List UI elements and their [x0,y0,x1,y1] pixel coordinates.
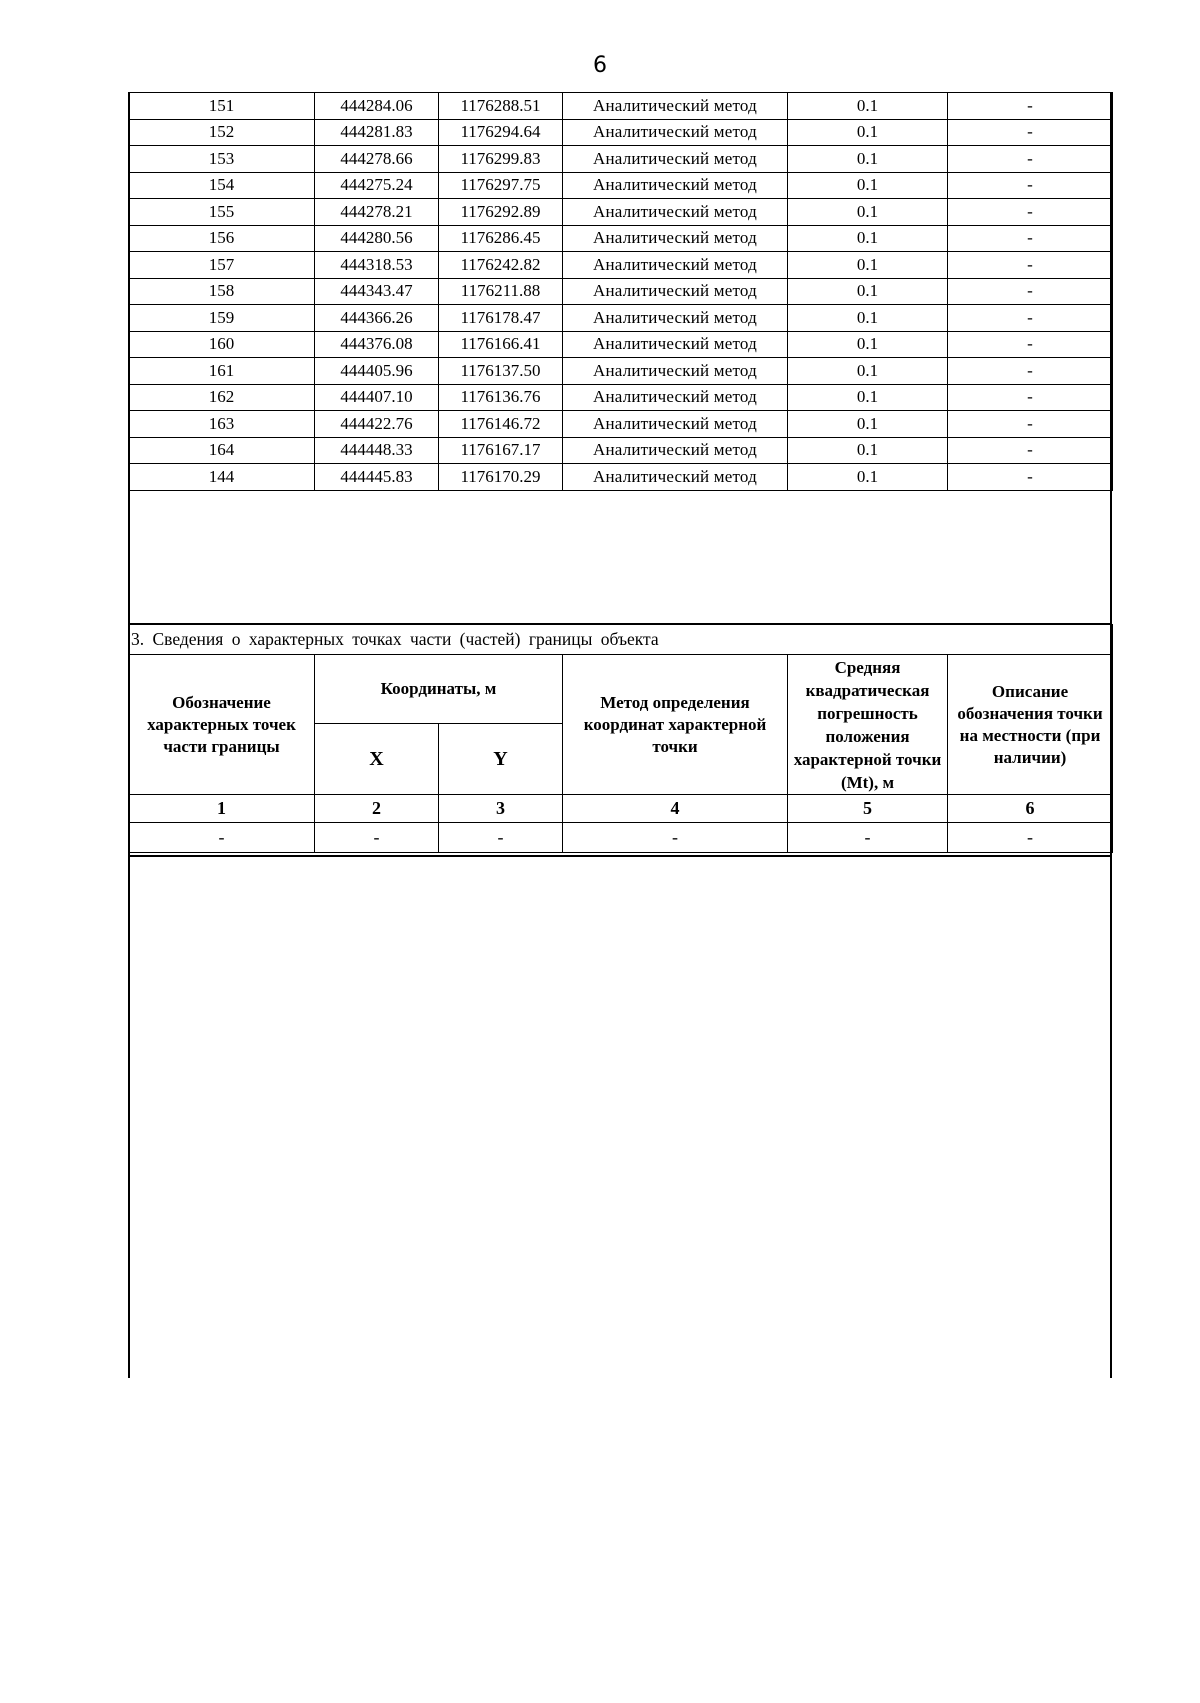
cell-point: 144 [129,464,315,491]
header-designation: Обозначение характерных точек части границы [129,655,315,795]
cell-y: 1176136.76 [439,384,563,411]
cell-x: 444278.21 [315,199,439,226]
header-mt-text: Средняя квадратическая погрешность положения характерной точки (Mt), м [793,657,942,792]
cell-description: - [948,225,1113,252]
cell-x: 444275.24 [315,172,439,199]
column-number: 2 [315,795,439,823]
cell-y: 1176288.51 [439,93,563,120]
cell-mt: 0.1 [788,384,948,411]
cell-point: 156 [129,225,315,252]
cell-y: 1176299.83 [439,146,563,173]
cell-point: 159 [129,305,315,332]
cell-method: Аналитический метод [563,358,788,385]
section3-table [128,624,1113,853]
section3-bottom-rule [128,855,1112,857]
table-row [129,146,1113,173]
cell-mt: 0.1 [788,305,948,332]
cell-point: 152 [129,119,315,146]
cell-y: 1176166.41 [439,331,563,358]
cell-mt: 0.1 [788,464,948,491]
section3-cell-x: - [315,823,439,853]
cell-y: 1176292.89 [439,199,563,226]
cell-description: - [948,331,1113,358]
table-row [129,384,1113,411]
table-row [129,358,1113,385]
cell-x: 444343.47 [315,278,439,305]
column-number: 1 [129,795,315,823]
header-method: Метод определения координат характерной точки [563,655,788,795]
table-row [129,252,1113,279]
cell-point: 164 [129,437,315,464]
cell-method: Аналитический метод [563,93,788,120]
cell-description: - [948,384,1113,411]
cell-x: 444407.10 [315,384,439,411]
cell-point: 155 [129,199,315,226]
coordinates-table-body [129,93,1113,491]
cell-mt: 0.1 [788,358,948,385]
cell-method: Аналитический метод [563,119,788,146]
table-row [129,437,1113,464]
section3-cell-y: - [439,823,563,853]
cell-y: 1176178.47 [439,305,563,332]
cell-description: - [948,305,1113,332]
cell-y: 1176294.64 [439,119,563,146]
cell-x: 444445.83 [315,464,439,491]
column-number: 3 [439,795,563,823]
cell-method: Аналитический метод [563,305,788,332]
cell-mt: 0.1 [788,331,948,358]
cell-method: Аналитический метод [563,146,788,173]
cell-description: - [948,464,1113,491]
cell-description: - [948,437,1113,464]
cell-method: Аналитический метод [563,172,788,199]
cell-x: 444376.08 [315,331,439,358]
cell-y: 1176146.72 [439,411,563,438]
section3-cell-mt: - [788,823,948,853]
cell-method: Аналитический метод [563,384,788,411]
cell-point: 158 [129,278,315,305]
section3-cell-point: - [129,823,315,853]
cell-x: 444280.56 [315,225,439,252]
cell-method: Аналитический метод [563,225,788,252]
cell-x: 444318.53 [315,252,439,279]
section3-cell-method: - [563,823,788,853]
table-row [129,172,1113,199]
cell-x: 444448.33 [315,437,439,464]
cell-method: Аналитический метод [563,437,788,464]
cell-x: 444281.83 [315,119,439,146]
section3-cell-description: - [948,823,1113,853]
empty-area [128,497,1112,624]
cell-description: - [948,172,1113,199]
cell-x: 444366.26 [315,305,439,332]
table-row [129,199,1113,226]
cell-point: 160 [129,331,315,358]
column-number: 4 [563,795,788,823]
cell-x: 444284.06 [315,93,439,120]
page-number: 6 [593,53,607,78]
cell-description: - [948,199,1113,226]
cell-y: 1176137.50 [439,358,563,385]
coordinates-table [128,92,1113,491]
cell-mt: 0.1 [788,278,948,305]
cell-mt: 0.1 [788,119,948,146]
cell-point: 157 [129,252,315,279]
cell-method: Аналитический метод [563,199,788,226]
cell-description: - [948,358,1113,385]
header-coordinates: Координаты, м [315,655,563,724]
cell-y: 1176286.45 [439,225,563,252]
cell-method: Аналитический метод [563,411,788,438]
cell-method: Аналитический метод [563,252,788,279]
cell-method: Аналитический метод [563,331,788,358]
cell-description: - [948,119,1113,146]
section3-title: 3. Сведения о характерных точках части (частей) границы объекта [129,625,1113,655]
cell-point: 162 [129,384,315,411]
header-x: X [315,724,439,795]
cell-mt: 0.1 [788,146,948,173]
cell-description: - [948,278,1113,305]
cell-y: 1176170.29 [439,464,563,491]
cell-description: - [948,93,1113,120]
column-number: 6 [948,795,1113,823]
column-number: 5 [788,795,948,823]
table-row [129,278,1113,305]
cell-description: - [948,252,1113,279]
table-row [129,411,1113,438]
cell-point: 161 [129,358,315,385]
cell-mt: 0.1 [788,411,948,438]
cell-mt: 0.1 [788,199,948,226]
table-row [129,464,1113,491]
cell-mt: 0.1 [788,252,948,279]
table-row [129,119,1113,146]
cell-description: - [948,146,1113,173]
cell-mt: 0.1 [788,437,948,464]
cell-x: 444405.96 [315,358,439,385]
header-mt [788,655,948,795]
cell-mt: 0.1 [788,172,948,199]
cell-y: 1176242.82 [439,252,563,279]
cell-y: 1176297.75 [439,172,563,199]
cell-x: 444422.76 [315,411,439,438]
table-row [129,93,1113,120]
cell-mt: 0.1 [788,225,948,252]
cell-point: 163 [129,411,315,438]
table-row [129,305,1113,332]
cell-point: 154 [129,172,315,199]
cell-x: 444278.66 [315,146,439,173]
cell-method: Аналитический метод [563,278,788,305]
cell-y: 1176167.17 [439,437,563,464]
table-row [129,225,1113,252]
cell-method: Аналитический метод [563,464,788,491]
cell-description: - [948,411,1113,438]
cell-point: 151 [129,93,315,120]
cell-y: 1176211.88 [439,278,563,305]
cell-mt: 0.1 [788,93,948,120]
header-description: Описание обозначения точки на местности (при наличии) [948,655,1113,795]
cell-point: 153 [129,146,315,173]
header-y: Y [439,724,563,795]
table-row [129,331,1113,358]
